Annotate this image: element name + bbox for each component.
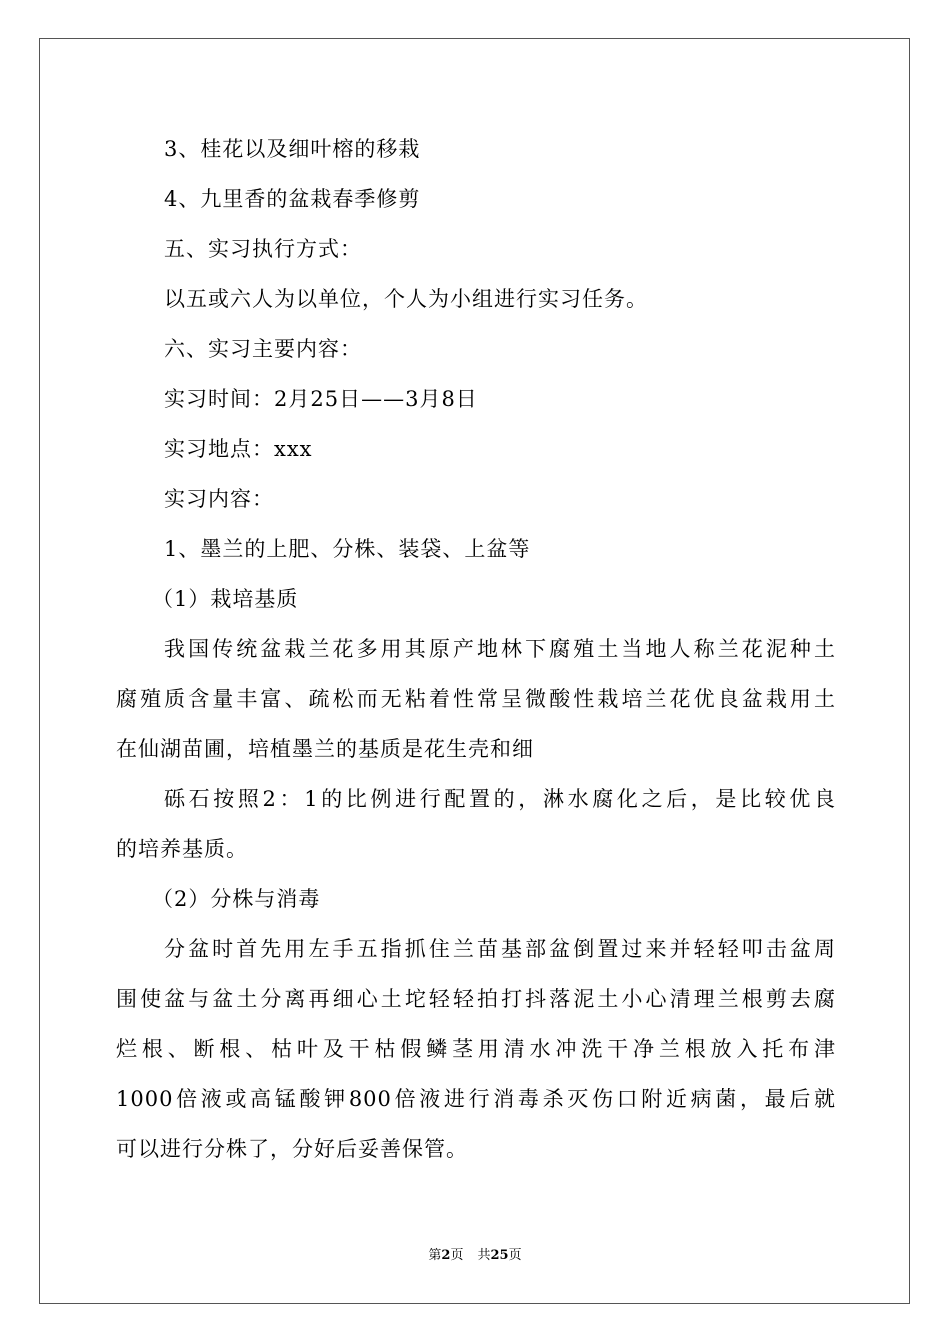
document-body <box>116 124 836 1174</box>
footer-page-unit: 页 <box>450 1248 464 1263</box>
page-footer <box>0 1246 950 1266</box>
footer-total-prefix: 共 <box>477 1248 491 1263</box>
list-item: 3、桂花以及细叶榕的移栽 <box>164 137 421 161</box>
paragraph-line: 可以进行分株了，分好后妥善保管。 <box>116 1137 468 1161</box>
section-heading: 六、实习主要内容： <box>164 337 362 361</box>
paragraph-line: 的培养基质。 <box>116 837 248 861</box>
total-pages-number: 25 <box>490 1248 509 1263</box>
subheading: （1）栽培基质 <box>152 587 299 611</box>
paragraph: 以五或六人为以单位，个人为小组进行实习任务。 <box>164 287 648 311</box>
footer-total-unit: 页 <box>508 1248 522 1263</box>
paragraph: 实习地点：xxx <box>164 437 313 461</box>
paragraph-line: 分盆时首先用左手五指抓住兰苗基部盆倒置过来并轻轻叩击盆周 <box>164 937 836 961</box>
paragraph-line: 腐殖质含量丰富、疏松而无粘着性常呈微酸性栽培兰花优良盆栽用土 <box>116 687 836 711</box>
list-item: 4、九里香的盆栽春季修剪 <box>164 187 421 211</box>
paragraph-line: 我国传统盆栽兰花多用其原产地林下腐殖土当地人称兰花泥种土 <box>164 637 836 661</box>
paragraph: 实习时间：2月25日——3月8日 <box>164 387 478 411</box>
list-item: 1、墨兰的上肥、分株、装袋、上盆等 <box>164 537 531 561</box>
footer-prefix: 第 <box>428 1248 442 1263</box>
paragraph: 实习内容： <box>164 487 274 511</box>
section-heading: 五、实习执行方式： <box>164 237 362 261</box>
subheading: （2）分株与消毒 <box>152 887 321 911</box>
paragraph-line: 围使盆与盆土分离再细心土坨轻轻拍打抖落泥土小心清理兰根剪去腐 <box>116 987 836 1011</box>
paragraph-line: 在仙湖苗圃，培植墨兰的基质是花生壳和细 <box>116 737 534 761</box>
paragraph-line: 烂根、断根、枯叶及干枯假鳞茎用清水冲洗干净兰根放入托布津 <box>116 1037 836 1061</box>
paragraph-line: 砾石按照2：1的比例进行配置的，淋水腐化之后，是比较优良 <box>164 787 836 811</box>
paragraph-line: 1000倍液或高锰酸钾800倍液进行消毒杀灭伤口附近病菌，最后就 <box>116 1087 836 1111</box>
current-page-number: 2 <box>441 1248 451 1263</box>
